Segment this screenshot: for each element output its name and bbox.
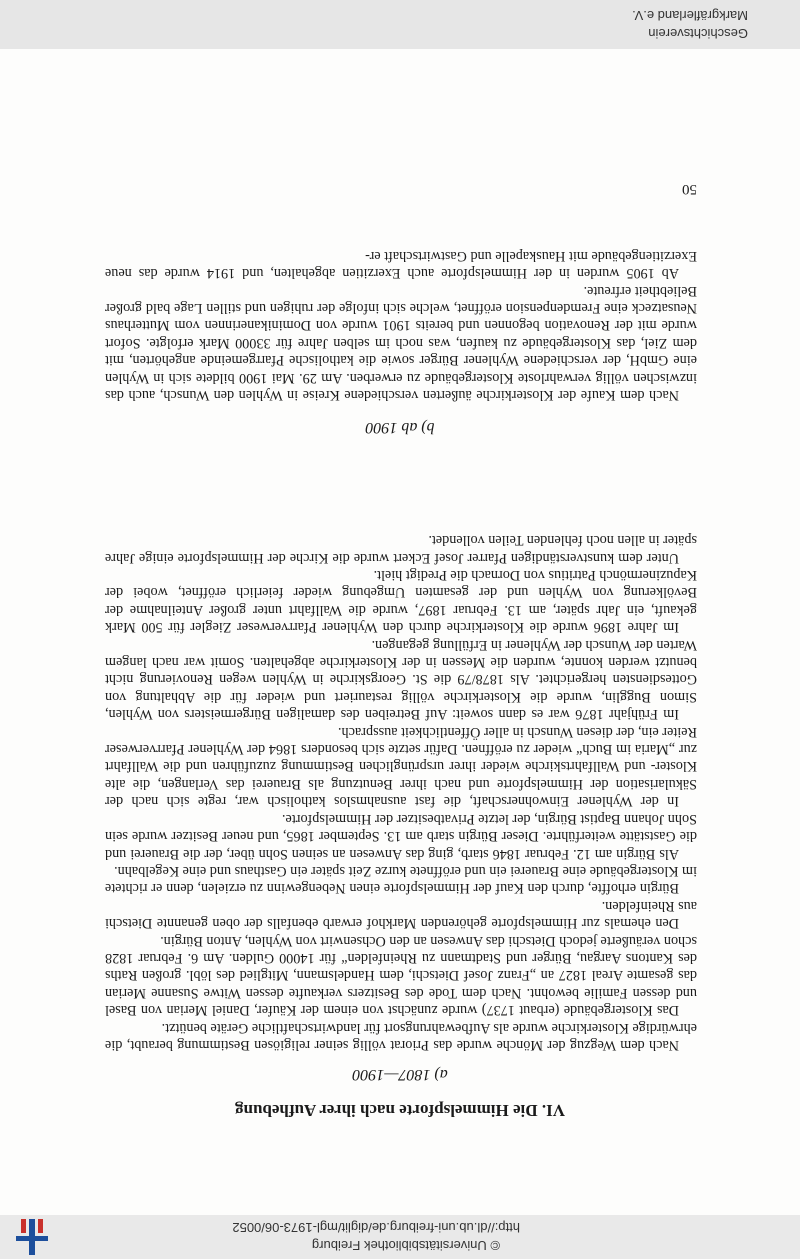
society-name-line1: Geschichtsverein bbox=[648, 26, 748, 41]
paragraph: Bürgin erhoffte, durch den Kauf der Himmelspforte einen Nebengewinn zu erzielen, denn er richtete im Klostergebäude eine Brauerei ein und eröffnete kurze Zeit später ein Gasthaus und eine Kegelbahn. bbox=[105, 862, 697, 897]
page-number: 50 bbox=[682, 181, 697, 197]
paragraph: Den ehemals zur Himmelspforte gehörenden Markhof erwarb ebenfalls der oben genannte Dietschi aus Rheinfelden. bbox=[105, 897, 697, 932]
paragraph: Ab 1905 wurden in der Himmelspforte auch Exerzitien abgehalten, und 1914 wurde das neue Exerzitiengebäude mit Hauskapelle und Gastwirtschaft er- bbox=[105, 247, 697, 282]
section-b-text bbox=[105, 246, 697, 403]
paragraph: Nach dem Wegzug der Mönche wurde das Priorat völlig seiner religiösen Bestimmung beraubt, die ehrwürdige Klosterkirche wurde als Aufbewahrungsort für landwirtschaftliche Geräte benützt. bbox=[105, 1019, 697, 1053]
viewer-header-bar bbox=[0, 1215, 800, 1259]
paragraph: In der Wyhlener Einwohnerschaft, die fast ausnahmslos katholisch war, regte sich nach der Säkularisation der Himmelspforte und nach ihrer Benutzung als Brauerei das Verlangen, die alte Kloster- und Wallfahrtskirche wieder ihrer ursprünglichen Bestimmung zuzuführen und die Wallfahrt zur „Maria im Buch“ wieder zu eröffnen. Dafür setzte sich besonders 1864 der Wyhlener Pfarrverweser Reiter ein, der diesen Wunsch in aller Öffentlichkeit aussprach. bbox=[105, 723, 697, 810]
section-heading-a: a) 1807—1900 bbox=[352, 1066, 448, 1083]
paragraph: Unter dem kunstverständigen Pfarrer Josef Eckert wurde die Kirche der Himmelspforte einige Jahre später in allen noch fehlenden Teilen vollendet. bbox=[105, 532, 697, 566]
section-a-text bbox=[105, 531, 697, 1053]
paragraph: Im Jahre 1896 wurde die Klosterkirche durch den Wyhlener Pfarrverweser Ziegler für 500 Mark gekauft, ein Jahr später, am 13. Februar 1897, wurde die Wallfahrt unter großer Anteilnahme der Bevölkerung von Wyhlen und der gesamten Umgebung wieder feierlich eröffnet, wobei der Kapuzinermönch Patritius von Dornach die Predigt hielt. bbox=[105, 567, 697, 636]
permalink-url[interactable]: http://dl.ub.uni-freiburg.de/diglit/mgl-1973-06/0052 bbox=[232, 1220, 520, 1235]
copyright-label: © Universitätsbibliothek Freiburg bbox=[311, 1238, 500, 1253]
paragraph: Das Klostergebäude (erbaut 1737) wurde zunächst von einem der Käufer, Daniel Merian von Basel und dessen Familie bewohnt. Nach dem Tode des Besitzers verkaufte dessen Witwe Susanne Merian das gesamte Areal 1827 an „Franz Josef Dietschi, dem Handelsmann, Mitglied des löbl. großen Raths des Kantons Aargau, Bürger und Stadtmann zu Rheinfelden“ für 14000 Gulden. Am 6. Februar 1828 schon veräußerte jedoch Dietschi das Anwesen an den Ochsenwirt von Wyhlen, Anton Bürgin. bbox=[105, 932, 697, 1019]
paragraph: Als Bürgin am 12. Februar 1846 starb, ging das Anwesen an seinen Sohn über, der die Brauerei und die Gaststätte weiterführte. Dieser Bürgin starb am 13. September 1865, und neuer Besitzer wurde sein Sohn Johann Baptist Bürgin, der letzte Privatbesitzer der Himmelspforte. bbox=[105, 810, 697, 862]
viewer-footer-bar bbox=[0, 0, 800, 49]
section-heading-b: b) ab 1900 bbox=[365, 419, 435, 436]
document-page bbox=[0, 49, 800, 1215]
paragraph: Im Frühjahr 1876 war es dann soweit: Auf Betreiben des damaligen Bürgermeisters von Wyhlen, Simon Bugglin, wurde die Klosterkirche völlig restauriert und wieder für die Abhaltung von Gottesdiensten hergerichtet. Als 1878/79 die St. Georgskirche in Wyhlen wegen Renovierung nicht benutzt werden konnte, wurden die Messen in der Klosterkirche abgehalten. Somit war nach langem Warten der Wunsch der Wyhlener in Erfüllung gegangen. bbox=[105, 636, 697, 723]
university-logo-icon bbox=[16, 1219, 48, 1255]
society-name-line2: Markgräflerland e.V. bbox=[632, 8, 748, 23]
chapter-heading: VI. Die Himmelspforte nach ihrer Aufhebung bbox=[235, 1101, 565, 1120]
paragraph: Nach dem Kaufe der Klosterkirche äußerten verschiedene Kreise in Wyhlen den Wunsch, auch das inzwischen völlig verwahrloste Klostergebäude zu erwerben. Am 29. Mai 1900 bildete sich in Wyhlen eine GmbH, der verschiedene Wyhlener Bürger sowie die katholische Pfarrgemeinde angehörten, mit dem Ziel, das Klostergebäude zu kaufen, was noch im selben Jahre für 33000 Mark erfolgte. Sofort wurde mit der Renovation begonnen und bereits 1901 wurde von Dominikanerinnen vom Mutterhaus Neusatzeck eine Fremdenpension eröffnet, welche sich infolge der ruhigen und stillen Lage bald großer Beliebtheit erfreute. bbox=[105, 282, 697, 403]
